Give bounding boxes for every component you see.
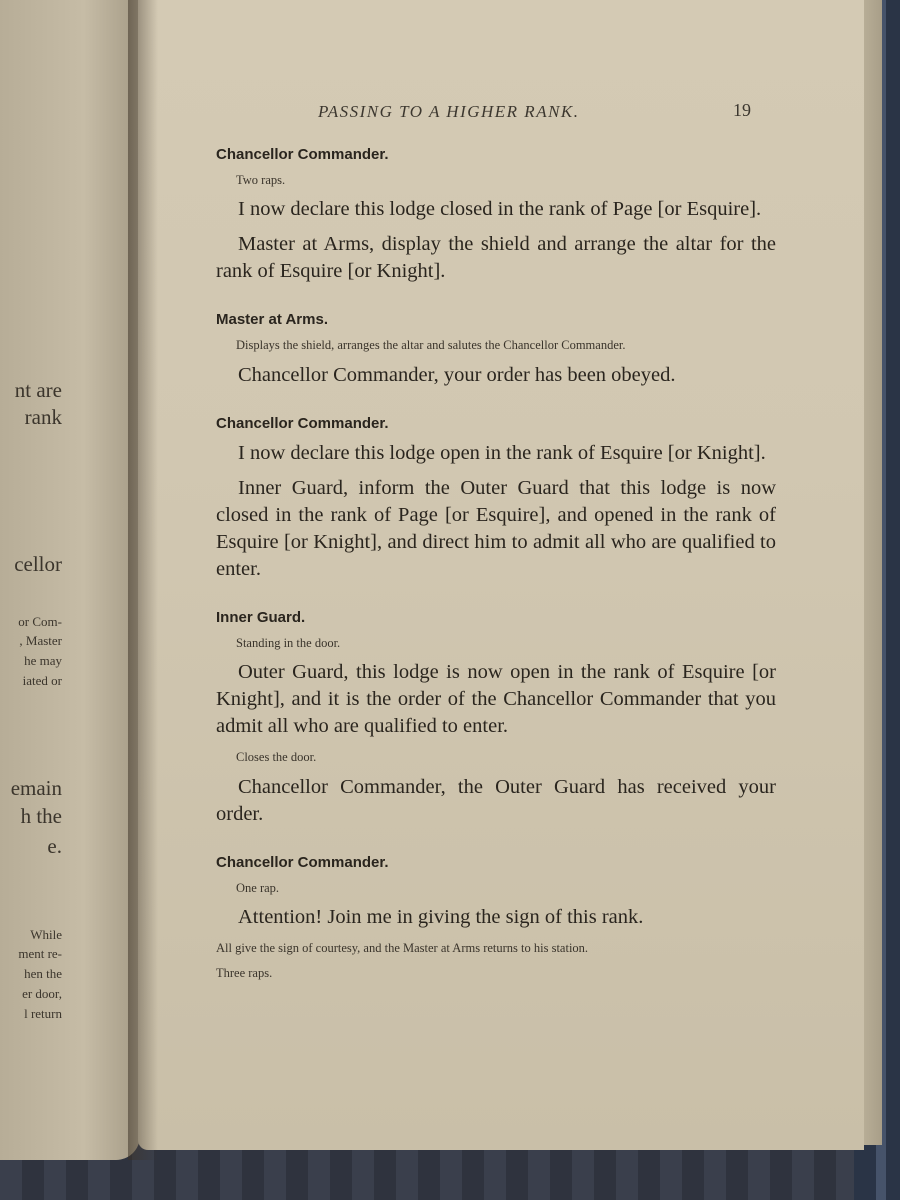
page-content xyxy=(216,146,776,1010)
left-page-fragment: h the xyxy=(20,804,62,828)
running-head: PASSING TO A HIGHER RANK. xyxy=(318,102,580,121)
stage-direction: One rap. xyxy=(236,880,280,895)
section-chancellor-commander-2 xyxy=(216,415,776,583)
left-page-fragment: emain xyxy=(10,776,62,800)
left-page-fragment: e. xyxy=(47,834,62,858)
left-page-fragment: , Master xyxy=(19,633,62,648)
speech-paragraph: Outer Guard, this lodge is now open in the rank of Esquire [or Knight], and it is the order of the Chancellor Commander that you admit all who are qualified to enter. xyxy=(216,661,776,738)
speaker-heading: Chancellor Commander. xyxy=(216,414,389,432)
stage-direction: Three raps. xyxy=(216,966,273,981)
left-page-fragment: er door, xyxy=(22,986,62,1001)
stage-direction: All give the sign of courtesy, and the Master at Arms returns to his station. xyxy=(216,940,589,955)
gutter-shadow xyxy=(128,0,158,1160)
speech-paragraph: I now declare this lodge closed in the rank of Page [or Esquire]. xyxy=(238,198,762,221)
section-master-at-arms xyxy=(216,311,776,388)
speaker-heading: Chancellor Commander. xyxy=(216,853,389,871)
stage-direction: Displays the shield, arranges the altar and salutes the Chancellor Commander. xyxy=(236,338,626,353)
left-page-fragment: cellor xyxy=(14,552,62,576)
left-page-fragment: he may xyxy=(24,653,62,668)
left-page-fragment: While xyxy=(30,927,62,942)
speech-paragraph: Chancellor Commander, the Outer Guard has received your order. xyxy=(216,775,776,825)
stage-direction: Closes the door. xyxy=(236,750,317,765)
left-page-fragment: or Com- xyxy=(18,614,62,629)
section-chancellor-commander-1 xyxy=(216,146,776,285)
speech-paragraph: Master at Arms, display the shield and arrange the altar for the rank of Esquire [or Knight]. xyxy=(216,233,776,283)
left-page-fragment: nt are xyxy=(14,378,62,402)
page-edge xyxy=(862,0,882,1145)
page-number: 19 xyxy=(733,100,751,120)
stage-direction: Standing in the door. xyxy=(236,635,341,650)
speaker-heading: Master at Arms. xyxy=(216,311,328,329)
speech-paragraph: Attention! Join me in giving the sign of this rank. xyxy=(238,905,644,928)
left-page-fragment: rank xyxy=(24,405,62,429)
left-page-fragment: ment re- xyxy=(18,946,62,961)
left-page-fragment: hen the xyxy=(24,966,62,981)
speech-paragraph: I now declare this lodge open in the rank of Esquire [or Knight]. xyxy=(238,441,766,464)
speech-paragraph: Inner Guard, inform the Outer Guard that this lodge is now closed in the rank of Page [or Esquire], and opened in the rank of Esquire [or Knight], and direct him to admit all who are qualified to enter. xyxy=(216,476,776,580)
left-page xyxy=(0,0,140,1160)
speaker-heading: Inner Guard. xyxy=(216,608,306,626)
right-page xyxy=(138,0,864,1150)
speaker-heading: Chancellor Commander. xyxy=(216,146,389,163)
left-page-fragment: iated or xyxy=(22,673,62,688)
speech-paragraph: Chancellor Commander, your order has been obeyed. xyxy=(238,363,676,386)
left-page-fragment: l return xyxy=(24,1006,62,1021)
stage-direction: Two raps. xyxy=(236,173,286,187)
section-chancellor-commander-3 xyxy=(216,854,776,984)
section-inner-guard xyxy=(216,609,776,828)
